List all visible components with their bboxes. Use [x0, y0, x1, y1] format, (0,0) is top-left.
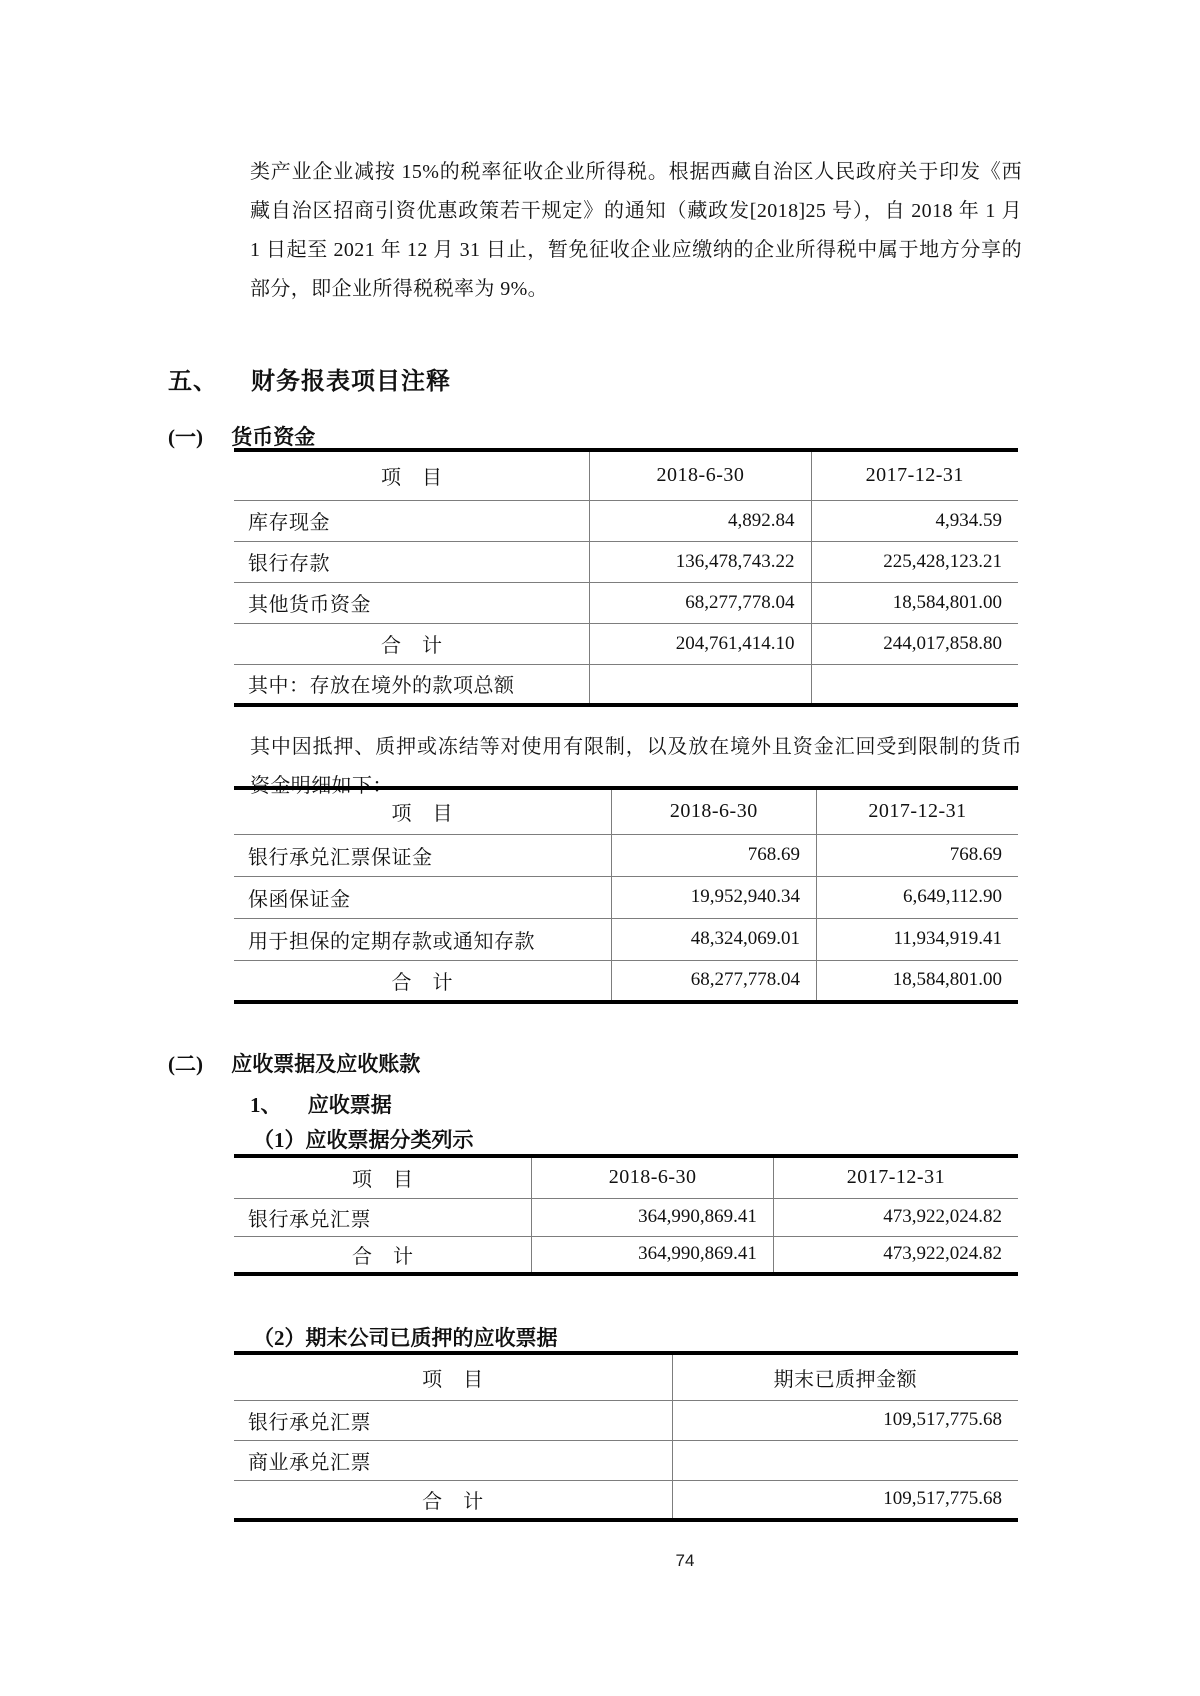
table-column-header: 项 目: [234, 1156, 532, 1198]
intro-paragraph: 类产业企业减按 15%的税率征收企业所得税。根据西藏自治区人民政府关于印发《西藏自治区招商引资优惠政策若干规定》的通知（藏政发[2018]25 号），自 2018 年 1 月 1 日起至 2021 年 12 月 31 日止，暂免征收企业应缴纳的企业所得税中属于地方分享的部分，即企业所得税税率为 9%。: [250, 161, 1022, 300]
table-column-header: 2018-6-30: [532, 1156, 773, 1198]
row-label-cell: 用于担保的定期存款或通知存款: [234, 918, 611, 960]
amount-cell: 109,517,775.68: [672, 1400, 1018, 1440]
amount-cell: 68,277,778.04: [611, 960, 816, 1002]
table-column-header: 项 目: [234, 450, 590, 500]
amount-cell: 364,990,869.41: [532, 1198, 773, 1236]
row-label-cell: 保函保证金: [234, 876, 611, 918]
table-row: [234, 876, 1018, 918]
row-label-cell: 商业承兑汇票: [234, 1440, 672, 1480]
table-column-header: 项 目: [234, 1353, 672, 1400]
table-row: [234, 582, 1018, 623]
table-column-header: 2017-12-31: [817, 788, 1019, 834]
row-label-cell: 合 计: [234, 623, 590, 664]
table-row: [234, 1236, 1018, 1274]
amount-cell: 244,017,858.80: [811, 623, 1018, 664]
receivables-number: (二): [168, 1052, 203, 1076]
row-label-cell: 合 计: [234, 960, 611, 1002]
amount-cell: 204,761,414.10: [590, 623, 811, 664]
table-column-header: 2018-6-30: [590, 450, 811, 500]
page-number: 74: [675, 1551, 695, 1570]
bills-classification-table: [234, 1154, 1018, 1276]
amount-cell: 768.69: [611, 834, 816, 876]
row-label-cell: 合 计: [234, 1480, 672, 1520]
table-row: [234, 1440, 1018, 1480]
amount-cell: 4,934.59: [811, 500, 1018, 541]
row-label-cell: 银行承兑汇票: [234, 1198, 532, 1236]
monetary-funds-table: [234, 448, 1018, 707]
amount-cell: 18,584,801.00: [811, 582, 1018, 623]
table-header-row: [234, 1353, 1018, 1400]
table-column-header: 期末已质押金额: [672, 1353, 1018, 1400]
pledged-bills-heading: （2）期末公司已质押的应收票据: [253, 1326, 558, 1350]
table-row: [234, 960, 1018, 1002]
row-label-cell: 库存现金: [234, 500, 590, 541]
section-5-number: 五、: [168, 369, 218, 395]
table-row: [234, 541, 1018, 582]
table-row: [234, 500, 1018, 541]
restricted-funds-note: 其中因抵押、质押或冻结等对使用有限制，以及放在境外且资金汇回受到限制的货币资金明细如下：: [250, 736, 1022, 797]
amount-cell: 4,892.84: [590, 500, 811, 541]
section-5-heading: [168, 361, 451, 396]
amount-cell: [590, 664, 811, 705]
amount-cell: [672, 1440, 1018, 1480]
amount-cell: 364,990,869.41: [532, 1236, 773, 1274]
table-row: [234, 1480, 1018, 1520]
row-label-cell: 银行承兑汇票: [234, 1400, 672, 1440]
amount-cell: 18,584,801.00: [817, 960, 1019, 1002]
notes-receivable-heading: [250, 1089, 392, 1119]
table-row: [234, 664, 1018, 705]
table-header-row: [234, 788, 1018, 834]
monetary-funds-heading: [168, 421, 315, 451]
notes-receivable-number: 1、: [250, 1093, 282, 1117]
amount-cell: [811, 664, 1018, 705]
amount-cell: 19,952,940.34: [611, 876, 816, 918]
monetary-funds-title: 货币资金: [231, 425, 316, 449]
table-row: [234, 623, 1018, 664]
amount-cell: 11,934,919.41: [817, 918, 1019, 960]
table-row: [234, 918, 1018, 960]
pledged-bills-table: [234, 1351, 1018, 1522]
amount-cell: 768.69: [817, 834, 1019, 876]
row-label-cell: 其他货币资金: [234, 582, 590, 623]
amount-cell: 109,517,775.68: [672, 1480, 1018, 1520]
row-label-cell: 其中：存放在境外的款项总额: [234, 664, 590, 705]
row-label-cell: 合 计: [234, 1236, 532, 1274]
table-header-row: [234, 1156, 1018, 1198]
table-row: [234, 1198, 1018, 1236]
section-5-title: 财务报表项目注释: [251, 369, 451, 395]
amount-cell: 68,277,778.04: [590, 582, 811, 623]
table-row: [234, 834, 1018, 876]
amount-cell: 6,649,112.90: [817, 876, 1019, 918]
amount-cell: 473,922,024.82: [773, 1198, 1018, 1236]
row-label-cell: 银行承兑汇票保证金: [234, 834, 611, 876]
table-column-header: 2017-12-31: [773, 1156, 1018, 1198]
amount-cell: 136,478,743.22: [590, 541, 811, 582]
table-column-header: 项 目: [234, 788, 611, 834]
table-header-row: [234, 450, 1018, 500]
restricted-funds-table: [234, 786, 1018, 1004]
monetary-funds-number: (一): [168, 425, 203, 449]
table-row: [234, 1400, 1018, 1440]
table-column-header: 2018-6-30: [611, 788, 816, 834]
receivables-title: 应收票据及应收账款: [231, 1052, 421, 1076]
amount-cell: 48,324,069.01: [611, 918, 816, 960]
row-label-cell: 银行存款: [234, 541, 590, 582]
amount-cell: 225,428,123.21: [811, 541, 1018, 582]
amount-cell: 473,922,024.82: [773, 1236, 1018, 1274]
notes-receivable-title: 应收票据: [307, 1093, 392, 1117]
bills-classification-heading: （1）应收票据分类列示: [253, 1128, 474, 1152]
table-column-header: 2017-12-31: [811, 450, 1018, 500]
receivables-heading: [168, 1048, 420, 1078]
